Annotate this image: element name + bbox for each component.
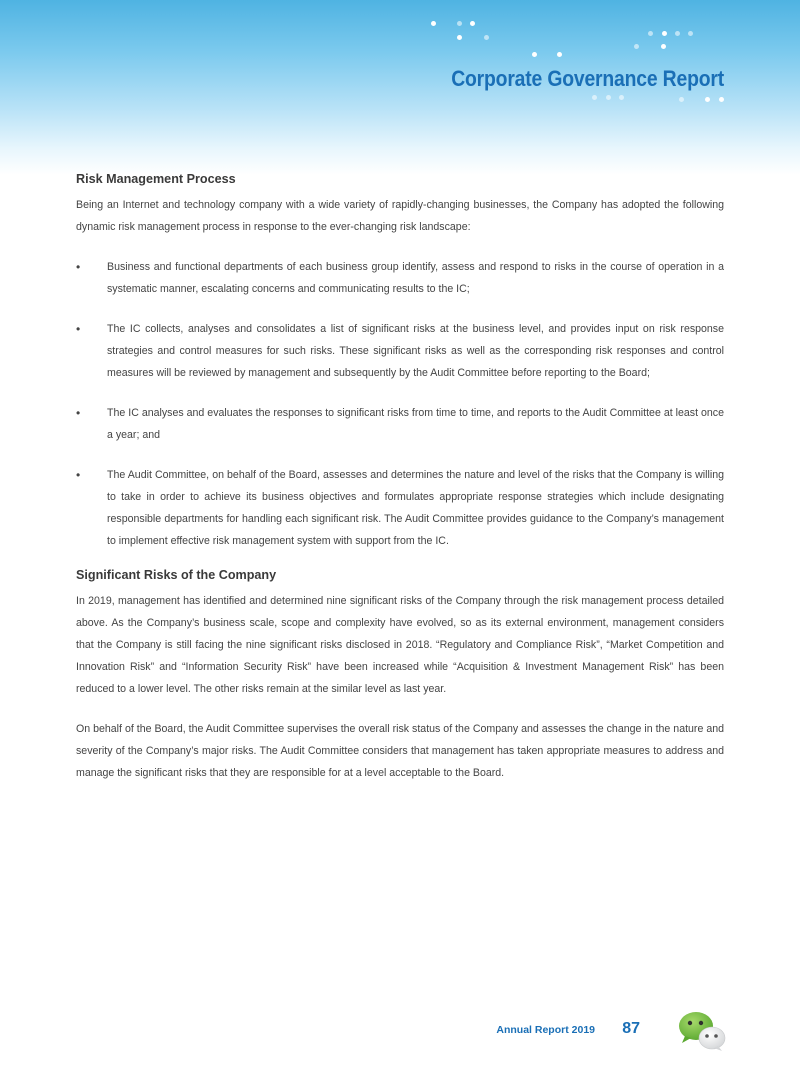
decorative-dot bbox=[679, 97, 684, 102]
significant-risks-paragraph: In 2019, management has identified and determined nine significant risks of the Company through the risk management process detailed above. As the Company’s business scale, scope and complexity have evolved, so as its external environment, management considers that the Company is still facing the nine significant risks disclosed in 2018. “Regulatory and Compliance Risk”, “Market Competition and Innovation Risk” and “Information Security Risk” have been increased while “Acquisition & Investment Management Risk” has been reduced to a lower level. The other risks remain at the similar level as last year. bbox=[76, 595, 724, 695]
decorative-dot bbox=[457, 35, 462, 40]
list-item-text: The IC analyses and evaluates the responses to significant risks from time to time, and reports to the Audit Committee at least once a year; and bbox=[107, 407, 724, 441]
footer-report-label: Annual Report 2019 bbox=[496, 1024, 595, 1036]
wechat-logo-icon bbox=[676, 1010, 728, 1052]
decorative-dot bbox=[705, 97, 710, 102]
decorative-dot bbox=[661, 44, 666, 49]
list-item bbox=[76, 464, 724, 552]
decorative-dot bbox=[688, 31, 693, 36]
decorative-dot bbox=[484, 35, 489, 40]
list-item-text: The IC collects, analyses and consolidates a list of significant risks at the business level, and provides input on risk response strategies and control measures for such risks. These significant risks as well as the corresponding risk responses and control measures will be reviewed by management and subsequently by the Audit Committee before reporting to the Board; bbox=[107, 323, 724, 379]
decorative-dot bbox=[662, 31, 667, 36]
risk-process-bullet-list bbox=[76, 256, 724, 552]
list-item bbox=[76, 256, 724, 300]
decorative-dot bbox=[457, 21, 462, 26]
audit-committee-paragraph: On behalf of the Board, the Audit Committee supervises the overall risk status of the Company and assesses the change in the nature and severity of the Company’s major risks. The Audit Committee considers that management has taken appropriate measures to address and manage the significant risks that they are responsible for at a level acceptable to the Board. bbox=[76, 723, 724, 779]
decorative-dot bbox=[606, 95, 611, 100]
decorative-dot bbox=[675, 31, 680, 36]
decorative-dot bbox=[648, 31, 653, 36]
decorative-dot bbox=[557, 52, 562, 57]
page-number: 87 bbox=[622, 1020, 640, 1037]
list-item bbox=[76, 402, 724, 446]
decorative-dot bbox=[532, 52, 537, 57]
page-title: Corporate Governance Report bbox=[451, 66, 724, 91]
decorative-dot bbox=[592, 95, 597, 100]
section-heading-significant-risks: Significant Risks of the Company bbox=[76, 568, 277, 582]
decorative-dot bbox=[634, 44, 639, 49]
bullet-icon: • bbox=[76, 260, 81, 274]
section-heading-risk-management-process: Risk Management Process bbox=[76, 172, 236, 186]
bullet-icon: • bbox=[76, 468, 81, 482]
decorative-dot bbox=[470, 21, 475, 26]
bullet-icon: • bbox=[76, 406, 81, 420]
intro-paragraph: Being an Internet and technology company with a wide variety of rapidly-changing businesses, the Company has adopted the following dynamic risk management process in response to the ever-changing risk landscape: bbox=[76, 199, 724, 233]
decorative-dot bbox=[431, 21, 436, 26]
list-item-text: Business and functional departments of each business group identify, assess and respond to risks in the course of operation in a systematic manner, escalating concerns and communicating results to the IC; bbox=[107, 261, 724, 295]
decorative-dot bbox=[719, 97, 724, 102]
list-item bbox=[76, 318, 724, 384]
bullet-icon: • bbox=[76, 322, 81, 336]
list-item-text: The Audit Committee, on behalf of the Board, assesses and determines the nature and level of the risks that the Company is willing to take in order to achieve its business objectives and formulates appropriate response strategies which include designating responsible departments for handling each significant risk. The Audit Committee provides guidance to the Company’s management to implement effective risk management system with support from the IC. bbox=[107, 469, 724, 547]
main-content bbox=[76, 166, 724, 784]
decorative-dot bbox=[619, 95, 624, 100]
